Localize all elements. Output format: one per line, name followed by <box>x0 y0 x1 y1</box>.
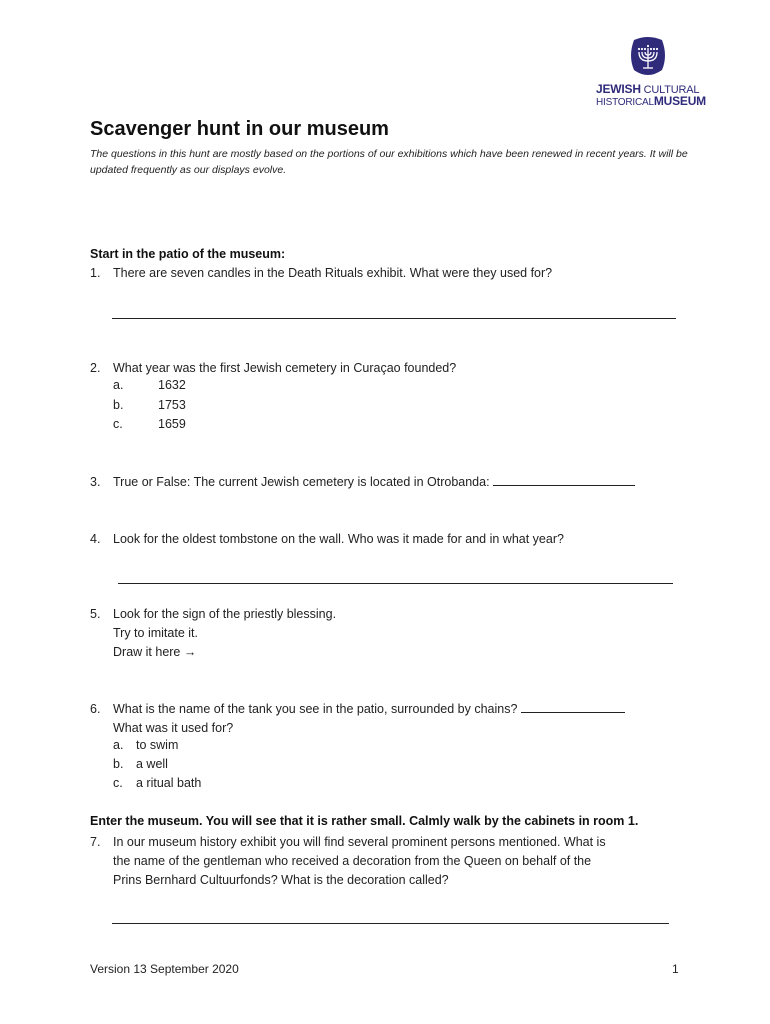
answer-line-1[interactable] <box>112 318 676 319</box>
question-number: 7. <box>90 835 101 849</box>
question-text: True or False: The current Jewish cemetery is located in Otrobanda: <box>113 473 635 492</box>
question-text: Look for the oldest tombstone on the wall. Who was it made for and in what year? <box>113 532 564 546</box>
answer-line-4[interactable] <box>118 583 673 584</box>
document-page: JEWISH CULTURAL HISTORICALMUSEUM Scavenger hunt in our museum The questions in this hunt are mostly based on the portions of our exhibitions which have been renewed in recent years. It will be updated frequently as our displays evolve. Start in the patio of the museum: 1. There are seven candles in the Death Rituals exhibit. What were they used for? 2. What year was the first Jewish cemetery in Curaçao founded? a. 1632 b. 1753 c. 1659 3. True or False: The current Jewish cemetery is located in Otrobanda: 4. Look for the oldest tombstone on the wall. Who was it made for and in what year? 5. Look for the sign of the priestly blessing. Try to imitate it. Draw it here → 6. What is the name of the tank you see in the patio, surrounded by chains? What was it used for? a. to swim b. a well c. a ritual bath Enter the museum. You will see that it is rather small. Calmly walk by the cabinets in room 1. 7. In our museum history exhibit you will find several prominent persons mentioned. What is the name of the gentleman who received a decoration from the Queen on behalf of the Prins Bernhard Cultuurfonds? What is the decoration called? Version 13 September 2020 1 <box>0 0 770 1024</box>
option-letter: c. <box>113 417 123 431</box>
menorah-icon <box>628 36 668 78</box>
page-title: Scavenger hunt in our museum <box>90 118 389 140</box>
section-heading-patio: Start in the patio of the museum: <box>90 247 286 261</box>
question-text: What year was the first Jewish cemetery in Curaçao founded? <box>113 361 457 375</box>
option-value[interactable]: a well <box>136 757 168 771</box>
option-value[interactable]: 1632 <box>158 378 186 392</box>
question-text: There are seven candles in the Death Rituals exhibit. What were they used for? <box>113 266 553 280</box>
intro-text: The questions in this hunt are mostly based on the portions of our exhibitions which have been renewed in recent years. It will be updated frequently as our displays evolve. <box>90 148 688 176</box>
question-number: 4. <box>90 532 101 546</box>
answer-line-7[interactable] <box>112 923 669 924</box>
option-letter: c. <box>113 776 123 790</box>
question-text: What is the name of the tank you see in the patio, surrounded by chains? <box>113 700 625 719</box>
question-number: 1. <box>90 266 101 280</box>
option-letter: b. <box>113 398 124 412</box>
logo-line-1: JEWISH CULTURAL <box>596 82 700 96</box>
question-number: 2. <box>90 361 101 375</box>
option-value[interactable]: 1659 <box>158 417 186 431</box>
answer-blank-3[interactable] <box>493 473 635 486</box>
option-letter: a. <box>113 738 124 752</box>
museum-logo <box>590 36 710 112</box>
page-number: 1 <box>672 962 679 976</box>
question-number: 3. <box>90 475 101 489</box>
option-value[interactable]: to swim <box>136 738 179 752</box>
logo-line-2: HISTORICALMUSEUM <box>596 94 706 108</box>
question-text-line-1: Look for the sign of the priestly blessing. <box>113 607 337 621</box>
question-number: 6. <box>90 702 101 716</box>
option-value[interactable]: 1753 <box>158 398 186 412</box>
question-number: 5. <box>90 607 101 621</box>
option-value[interactable]: a ritual bath <box>136 776 202 790</box>
answer-blank-6[interactable] <box>521 700 625 713</box>
option-letter: b. <box>113 757 124 771</box>
section-heading-room-1: Enter the museum. You will see that it is rather small. Calmly walk by the cabinets in room 1. <box>90 814 639 828</box>
question-text-line-1: In our museum history exhibit you will find several prominent persons mentioned. What is <box>113 835 606 849</box>
arrow-right-icon: → <box>183 645 197 659</box>
option-letter: a. <box>113 378 124 392</box>
footer-version: Version 13 September 2020 <box>90 962 239 976</box>
